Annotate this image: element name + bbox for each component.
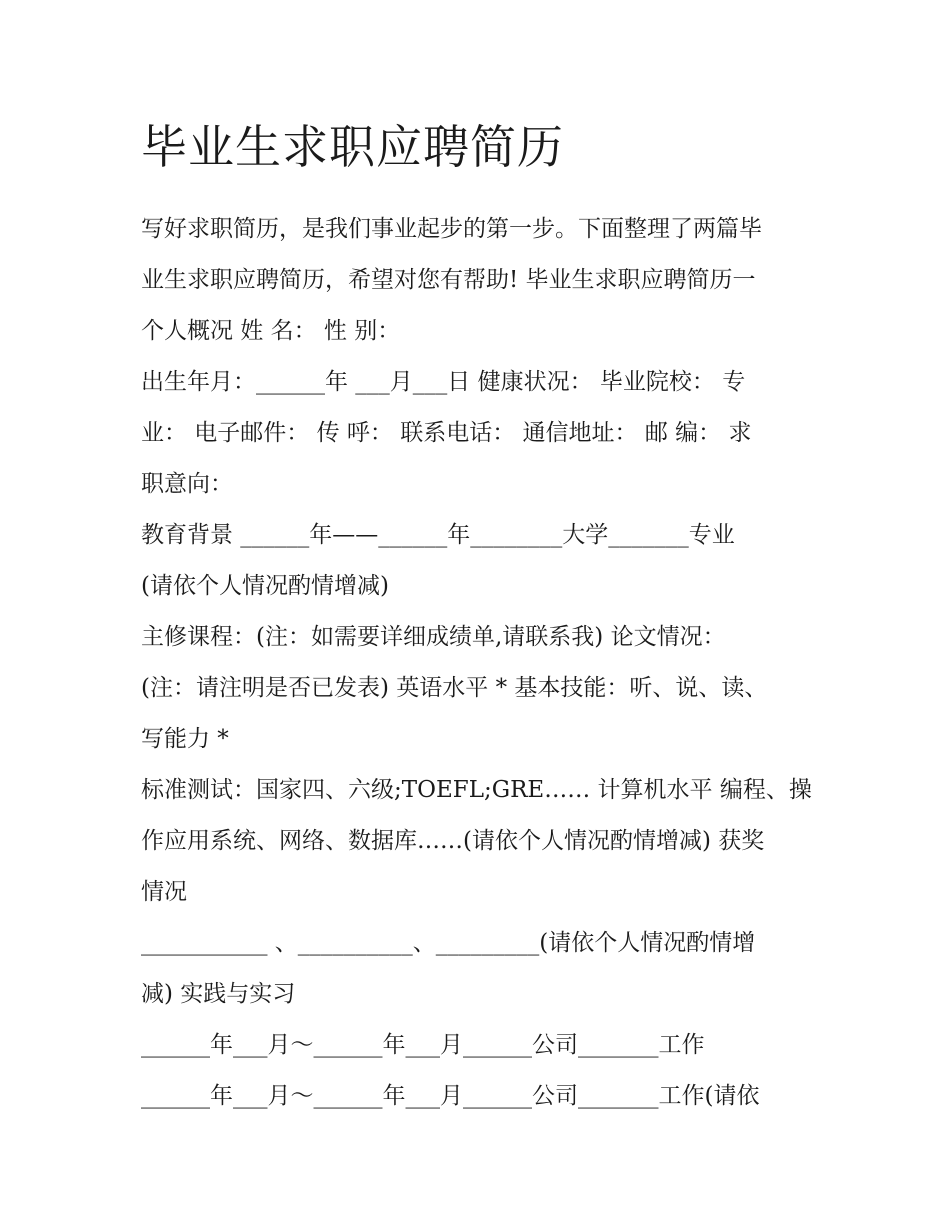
body-line: 写好求职简历，是我们事业起步的第一步。下面整理了两篇毕 [141, 216, 762, 242]
body-line: 写能力 * [141, 726, 229, 752]
document-body [141, 204, 821, 1122]
body-line: 标准测试：国家四、六级;TOEFL;GRE…… 计算机水平 编程、操 [141, 777, 812, 803]
body-line: 个人概况 姓 名： 性 别： [141, 318, 401, 344]
document-title: 毕业生求职应聘简历 [141, 120, 564, 174]
body-line: 出生年月：______年 ___月___日 健康状况： 毕业院校： 专 [141, 369, 746, 395]
body-line: 教育背景 ______年——______年________大学_______专业 [141, 522, 735, 548]
body-line: ______年___月～______年___月______公司_______工作(请依 [141, 1083, 760, 1109]
body-line: ___________ 、__________、_________(请依个人情况酌情增 [141, 930, 756, 956]
body-line: 作应用系统、网络、数据库……(请依个人情况酌情增减) 获奖 [141, 828, 765, 854]
body-line: 减) 实践与实习 [141, 981, 296, 1007]
body-line: (请依个人情况酌情增减) [141, 573, 389, 599]
body-line: 业： 电子邮件： 传 呼： 联系电话： 通信地址： 邮 编： 求 [141, 420, 752, 446]
body-line: 情况 [141, 879, 187, 905]
body-line: 职意向： [141, 471, 233, 497]
document-page [141, 112, 821, 1122]
body-line: 业生求职应聘简历，希望对您有帮助! 毕业生求职应聘简历一 [141, 267, 756, 293]
body-line: (注：请注明是否已发表) 英语水平 * 基本技能：听、说、读、 [141, 675, 768, 701]
body-line: 主修课程：(注：如需要详细成绩单,请联系我) 论文情况： [141, 624, 726, 650]
body-line: ______年___月～______年___月______公司_______工作 [141, 1032, 705, 1058]
